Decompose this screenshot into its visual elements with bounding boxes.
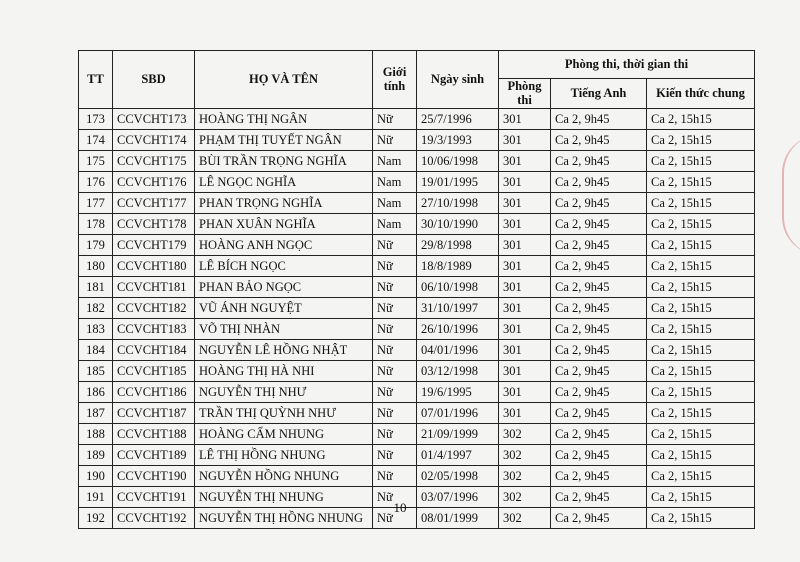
header-sbd: SBD (113, 51, 195, 109)
table-row (79, 213, 755, 234)
cell-room: 302 (499, 507, 551, 528)
header-tt: TT (79, 51, 113, 109)
cell-sbd: CCVCHT181 (113, 276, 195, 297)
cell-english: Ca 2, 9h45 (551, 486, 647, 507)
cell-name: LÊ THỊ HỒNG NHUNG (195, 444, 373, 465)
cell-gender: Nữ (373, 234, 417, 255)
cell-general: Ca 2, 15h15 (647, 507, 755, 528)
cell-tt: 191 (79, 486, 113, 507)
cell-english: Ca 2, 9h45 (551, 339, 647, 360)
cell-dob: 27/10/1998 (417, 192, 499, 213)
header-english: Tiếng Anh (551, 79, 647, 109)
cell-sbd: CCVCHT184 (113, 339, 195, 360)
table-row (79, 171, 755, 192)
cell-english: Ca 2, 9h45 (551, 276, 647, 297)
cell-gender: Nam (373, 150, 417, 171)
cell-sbd: CCVCHT191 (113, 486, 195, 507)
cell-name: HOÀNG THỊ HÀ NHI (195, 360, 373, 381)
cell-english: Ca 2, 9h45 (551, 192, 647, 213)
cell-tt: 182 (79, 297, 113, 318)
cell-dob: 19/6/1995 (417, 381, 499, 402)
cell-dob: 01/4/1997 (417, 444, 499, 465)
table-row (79, 192, 755, 213)
cell-dob: 03/12/1998 (417, 360, 499, 381)
cell-name: VŨ ÁNH NGUYỆT (195, 297, 373, 318)
cell-gender: Nữ (373, 486, 417, 507)
cell-tt: 180 (79, 255, 113, 276)
cell-english: Ca 2, 9h45 (551, 318, 647, 339)
cell-tt: 176 (79, 171, 113, 192)
table-row (79, 360, 755, 381)
cell-english: Ca 2, 9h45 (551, 360, 647, 381)
cell-room: 301 (499, 213, 551, 234)
cell-dob: 04/01/1996 (417, 339, 499, 360)
cell-sbd: CCVCHT179 (113, 234, 195, 255)
cell-name: PHAN BẢO NGỌC (195, 276, 373, 297)
cell-dob: 21/09/1999 (417, 423, 499, 444)
cell-dob: 31/10/1997 (417, 297, 499, 318)
cell-dob: 25/7/1996 (417, 108, 499, 129)
cell-general: Ca 2, 15h15 (647, 486, 755, 507)
cell-tt: 186 (79, 381, 113, 402)
cell-english: Ca 2, 9h45 (551, 255, 647, 276)
stamp-edge (782, 135, 800, 255)
table-row (79, 444, 755, 465)
cell-general: Ca 2, 15h15 (647, 444, 755, 465)
cell-sbd: CCVCHT186 (113, 381, 195, 402)
cell-tt: 179 (79, 234, 113, 255)
cell-name: LÊ BÍCH NGỌC (195, 255, 373, 276)
cell-name: HOÀNG ANH NGỌC (195, 234, 373, 255)
cell-tt: 181 (79, 276, 113, 297)
cell-gender: Nữ (373, 381, 417, 402)
cell-dob: 19/3/1993 (417, 129, 499, 150)
cell-room: 301 (499, 339, 551, 360)
cell-room: 301 (499, 171, 551, 192)
cell-name: PHAN TRỌNG NGHĨA (195, 192, 373, 213)
cell-general: Ca 2, 15h15 (647, 276, 755, 297)
cell-gender: Nam (373, 213, 417, 234)
cell-tt: 175 (79, 150, 113, 171)
cell-sbd: CCVCHT174 (113, 129, 195, 150)
cell-general: Ca 2, 15h15 (647, 381, 755, 402)
header-gender (373, 51, 417, 109)
cell-general: Ca 2, 15h15 (647, 360, 755, 381)
cell-english: Ca 2, 9h45 (551, 402, 647, 423)
table-row (79, 297, 755, 318)
cell-name: NGUYỄN THỊ NHUNG (195, 486, 373, 507)
cell-english: Ca 2, 9h45 (551, 507, 647, 528)
cell-tt: 184 (79, 339, 113, 360)
cell-name: PHẠM THỊ TUYẾT NGÂN (195, 129, 373, 150)
header-exam-group: Phòng thi, thời gian thi (499, 51, 755, 79)
cell-tt: 190 (79, 465, 113, 486)
cell-dob: 10/06/1998 (417, 150, 499, 171)
cell-dob: 03/07/1996 (417, 486, 499, 507)
cell-sbd: CCVCHT180 (113, 255, 195, 276)
cell-english: Ca 2, 9h45 (551, 129, 647, 150)
cell-name: PHAN XUÂN NGHĨA (195, 213, 373, 234)
cell-tt: 183 (79, 318, 113, 339)
cell-room: 301 (499, 381, 551, 402)
cell-dob: 02/05/1998 (417, 465, 499, 486)
cell-sbd: CCVCHT176 (113, 171, 195, 192)
cell-tt: 187 (79, 402, 113, 423)
cell-general: Ca 2, 15h15 (647, 150, 755, 171)
cell-gender: Nữ (373, 507, 417, 528)
cell-room: 301 (499, 402, 551, 423)
cell-tt: 189 (79, 444, 113, 465)
table-row (79, 339, 755, 360)
table-row (79, 108, 755, 129)
cell-name: HOÀNG CẨM NHUNG (195, 423, 373, 444)
cell-english: Ca 2, 9h45 (551, 297, 647, 318)
table-row (79, 276, 755, 297)
cell-sbd: CCVCHT187 (113, 402, 195, 423)
cell-sbd: CCVCHT173 (113, 108, 195, 129)
cell-gender: Nữ (373, 297, 417, 318)
cell-sbd: CCVCHT192 (113, 507, 195, 528)
cell-name: HOÀNG THỊ NGÂN (195, 108, 373, 129)
cell-general: Ca 2, 15h15 (647, 192, 755, 213)
cell-gender: Nam (373, 192, 417, 213)
cell-room: 301 (499, 234, 551, 255)
cell-sbd: CCVCHT185 (113, 360, 195, 381)
cell-gender: Nam (373, 171, 417, 192)
page-number: 10 (393, 500, 407, 515)
cell-tt: 185 (79, 360, 113, 381)
cell-sbd: CCVCHT178 (113, 213, 195, 234)
cell-gender: Nữ (373, 318, 417, 339)
cell-name: NGUYỄN THỊ HỒNG NHUNG (195, 507, 373, 528)
cell-gender: Nữ (373, 339, 417, 360)
table-row (79, 129, 755, 150)
header-general: Kiến thức chung (647, 79, 755, 109)
cell-gender: Nữ (373, 402, 417, 423)
cell-general: Ca 2, 15h15 (647, 402, 755, 423)
header-name: HỌ VÀ TÊN (195, 51, 373, 109)
cell-dob: 07/01/1996 (417, 402, 499, 423)
cell-english: Ca 2, 9h45 (551, 423, 647, 444)
cell-sbd: CCVCHT188 (113, 423, 195, 444)
cell-room: 301 (499, 108, 551, 129)
cell-general: Ca 2, 15h15 (647, 213, 755, 234)
table-row (79, 318, 755, 339)
header-room-label: Phòng thi (507, 79, 542, 108)
cell-english: Ca 2, 9h45 (551, 108, 647, 129)
cell-general: Ca 2, 15h15 (647, 465, 755, 486)
header-room (499, 79, 551, 109)
candidate-table (78, 50, 755, 529)
cell-general: Ca 2, 15h15 (647, 318, 755, 339)
cell-general: Ca 2, 15h15 (647, 255, 755, 276)
cell-room: 302 (499, 444, 551, 465)
cell-tt: 174 (79, 129, 113, 150)
cell-general: Ca 2, 15h15 (647, 234, 755, 255)
cell-room: 302 (499, 486, 551, 507)
cell-sbd: CCVCHT177 (113, 192, 195, 213)
cell-dob: 26/10/1996 (417, 318, 499, 339)
cell-dob: 18/8/1989 (417, 255, 499, 276)
cell-name: TRẦN THỊ QUỲNH NHƯ (195, 402, 373, 423)
cell-general: Ca 2, 15h15 (647, 171, 755, 192)
cell-english: Ca 2, 9h45 (551, 171, 647, 192)
cell-tt: 192 (79, 507, 113, 528)
cell-gender: Nữ (373, 129, 417, 150)
cell-dob: 30/10/1990 (417, 213, 499, 234)
cell-room: 301 (499, 360, 551, 381)
cell-english: Ca 2, 9h45 (551, 465, 647, 486)
cell-dob: 08/01/1999 (417, 507, 499, 528)
cell-general: Ca 2, 15h15 (647, 423, 755, 444)
table-row (79, 465, 755, 486)
cell-room: 301 (499, 150, 551, 171)
cell-gender: Nữ (373, 360, 417, 381)
cell-name: NGUYỄN HỒNG NHUNG (195, 465, 373, 486)
table-row (79, 234, 755, 255)
cell-general: Ca 2, 15h15 (647, 129, 755, 150)
cell-sbd: CCVCHT183 (113, 318, 195, 339)
cell-tt: 173 (79, 108, 113, 129)
cell-gender: Nữ (373, 444, 417, 465)
cell-sbd: CCVCHT182 (113, 297, 195, 318)
cell-dob: 19/01/1995 (417, 171, 499, 192)
cell-english: Ca 2, 9h45 (551, 150, 647, 171)
table-row (79, 150, 755, 171)
table-row (79, 423, 755, 444)
cell-name: LÊ NGỌC NGHĨA (195, 171, 373, 192)
cell-english: Ca 2, 9h45 (551, 234, 647, 255)
table-row (79, 255, 755, 276)
cell-tt: 188 (79, 423, 113, 444)
cell-name: BÙI TRẦN TRỌNG NGHĨA (195, 150, 373, 171)
cell-name: NGUYỄN LÊ HỒNG NHẬT (195, 339, 373, 360)
cell-sbd: CCVCHT190 (113, 465, 195, 486)
cell-english: Ca 2, 9h45 (551, 381, 647, 402)
cell-gender: Nữ (373, 465, 417, 486)
cell-sbd: CCVCHT189 (113, 444, 195, 465)
cell-room: 302 (499, 423, 551, 444)
table-row (79, 402, 755, 423)
header-gender-label: Giới tính (382, 65, 407, 94)
cell-sbd: CCVCHT175 (113, 150, 195, 171)
cell-english: Ca 2, 9h45 (551, 213, 647, 234)
cell-general: Ca 2, 15h15 (647, 339, 755, 360)
cell-general: Ca 2, 15h15 (647, 297, 755, 318)
cell-gender: Nữ (373, 255, 417, 276)
cell-name: NGUYỄN THỊ NHƯ (195, 381, 373, 402)
cell-room: 301 (499, 318, 551, 339)
cell-tt: 178 (79, 213, 113, 234)
cell-general: Ca 2, 15h15 (647, 108, 755, 129)
cell-room: 301 (499, 276, 551, 297)
cell-room: 301 (499, 297, 551, 318)
cell-room: 301 (499, 192, 551, 213)
cell-gender: Nữ (373, 423, 417, 444)
cell-room: 301 (499, 255, 551, 276)
cell-room: 301 (499, 129, 551, 150)
cell-dob: 06/10/1998 (417, 276, 499, 297)
cell-name: VÕ THỊ NHÀN (195, 318, 373, 339)
table-body (79, 108, 755, 528)
cell-tt: 177 (79, 192, 113, 213)
cell-english: Ca 2, 9h45 (551, 444, 647, 465)
cell-gender: Nữ (373, 108, 417, 129)
cell-room: 302 (499, 465, 551, 486)
header-dob: Ngày sinh (417, 51, 499, 109)
table-row (79, 381, 755, 402)
cell-gender: Nữ (373, 276, 417, 297)
cell-dob: 29/8/1998 (417, 234, 499, 255)
